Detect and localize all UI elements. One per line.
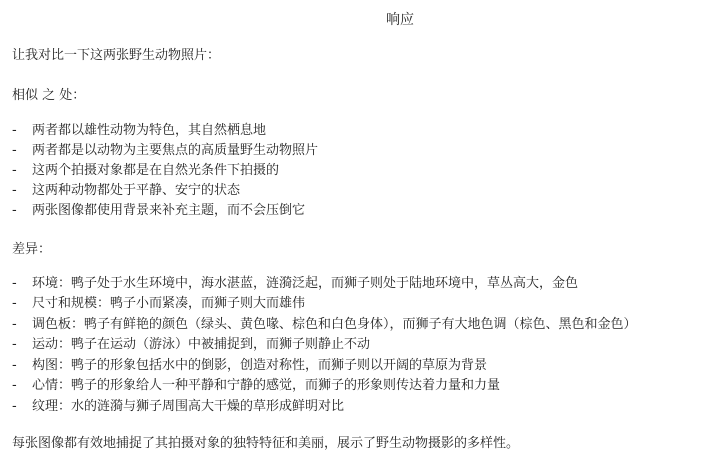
difference-item-text: 环境：鸭子处于水生环境中，海水湛蓝，涟漪泛起，而狮子则处于陆地环境中，草丛高大，金色: [32, 276, 579, 291]
page-title: 响应: [386, 12, 414, 28]
difference-item: [12, 317, 637, 333]
difference-item-text: 调色板：鸭子有鲜艳的颜色（绿头、黄色喙、棕色和白色身体），而狮子有大地色调（棕色、黑色和金色）: [32, 317, 637, 332]
similarity-item-text: 两者都以雄性动物为特色，其自然栖息地: [32, 123, 267, 138]
difference-item-text: 心情：鸭子的形象给人一种平静和宁静的感觉，而狮子的形象则传达着力量和力量: [32, 378, 501, 393]
difference-item-text: 尺寸和规模：鸭子小而紧凑，而狮子则大而雄伟: [32, 296, 306, 311]
difference-item: [12, 296, 305, 312]
differences-heading: 差异：: [12, 242, 52, 257]
similarity-item-text: 这两种动物都处于平静、安宁的状态: [32, 183, 241, 198]
bullet-marker: -: [12, 183, 17, 198]
bullet-marker: -: [12, 296, 17, 311]
similarity-item-text: 两张图像都使用背景来补充主题，而不会压倒它: [32, 203, 306, 218]
difference-item-text: 构图：鸭子的形象包括水中的倒影，创造对称性，而狮子则以开阔的草原为背景: [32, 358, 488, 373]
bullet-marker: -: [12, 203, 17, 218]
similarity-item: [12, 163, 279, 179]
bullet-marker: -: [12, 123, 17, 138]
bullet-marker: -: [12, 143, 17, 158]
difference-item: [12, 337, 370, 353]
similarity-item: [12, 143, 318, 159]
similarities-heading: 相似 之 处：: [12, 88, 86, 103]
similarity-item-text: 这两个拍摄对象都是在自然光条件下拍摄的: [32, 163, 280, 178]
conclusion-text: 每张图像都有效地捕捉了其拍摄对象的独特特征和美丽，展示了野生动物摄影的多样性。: [12, 436, 520, 451]
similarity-item: [12, 203, 305, 219]
bullet-marker: -: [12, 163, 17, 178]
bullet-marker: -: [12, 378, 17, 393]
bullet-marker: -: [12, 337, 17, 352]
similarity-item: [12, 183, 240, 199]
difference-item-text: 纹理：水的涟漪与狮子周围高大干燥的草形成鲜明对比: [32, 399, 345, 414]
bullet-marker: -: [12, 358, 17, 373]
similarity-item: [12, 123, 266, 139]
difference-item: [12, 276, 578, 292]
intro-text: 让我对比一下这两张野生动物照片：: [12, 48, 221, 63]
difference-item: [12, 399, 344, 415]
bullet-marker: -: [12, 317, 17, 332]
difference-item-text: 运动：鸭子在运动（游泳）中被捕捉到，而狮子则静止不动: [32, 337, 371, 352]
difference-item: [12, 378, 500, 394]
bullet-marker: -: [12, 399, 17, 414]
difference-item: [12, 358, 487, 374]
bullet-marker: -: [12, 276, 17, 291]
similarity-item-text: 两者都是以动物为主要焦点的高质量野生动物照片: [32, 143, 319, 158]
